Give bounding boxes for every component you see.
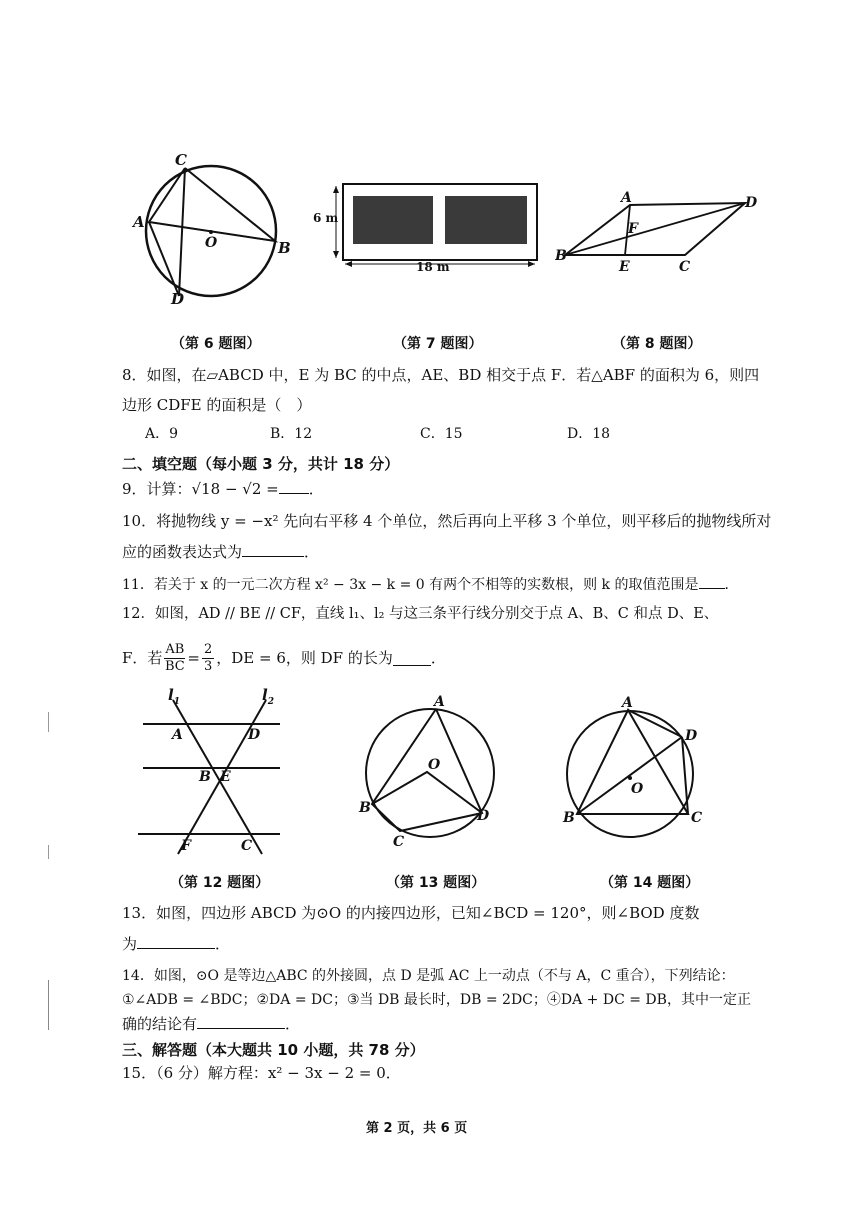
q12-suffix: ，DE = 6，则 DF 的长为 <box>216 649 393 667</box>
q12-eq: = <box>187 649 200 667</box>
fig6-center-dot <box>209 230 213 234</box>
fig14-center-dot <box>628 776 632 780</box>
fig12-label-d: D <box>248 727 261 743</box>
fig12-label-b: B <box>199 769 211 785</box>
fig12-label-l2: $l_2$ <box>262 688 274 707</box>
q12-frac2-num: 2 <box>203 641 213 657</box>
figure-14 <box>560 692 710 852</box>
q8-option-a: A．9 <box>145 426 179 442</box>
fig14-label-o: O <box>631 781 644 797</box>
q12-fraction-2-3 <box>202 642 214 675</box>
fig13-caption: （第 13 题图） <box>386 875 486 891</box>
fig13-label-a: A <box>434 694 445 710</box>
q10-end: ． <box>304 543 320 561</box>
section3-title: 三、解答题（本大题共 10 小题，共 78 分） <box>122 1041 425 1059</box>
fig6-label-a: A <box>133 213 145 231</box>
fig6-label-c: C <box>175 151 187 169</box>
fig8-label-d: D <box>745 195 758 211</box>
fig7-height-label: 6 m <box>313 211 339 225</box>
page-footer: 第 2 页，共 6 页 <box>366 1121 468 1136</box>
fig7-lawn-left <box>353 196 433 244</box>
q12-line2 <box>122 638 446 678</box>
q12-prefix: F．若 <box>122 649 163 667</box>
fig7-width-label: 18 m <box>416 260 450 274</box>
q12-fraction-ab-bc <box>164 642 185 675</box>
section2-title: 二、填空题（每小题 3 分，共计 18 分） <box>122 455 400 473</box>
q10-line1: 10．将抛物线 y = −x² 先向右平移 4 个单位，然后再向上平移 3 个单位，则平移后的抛物线所对 <box>122 512 772 530</box>
q10-prompt: 应的函数表达式为 <box>122 543 243 561</box>
fig6-triangle <box>149 168 275 241</box>
q14-line1: 14．如图，⊙O 是等边△ABC 的外接圆，点 D 是弧 AC 上一动点（不与 A，C 重合），下列结论： <box>122 968 735 984</box>
fig8-caption: （第 8 题图） <box>612 336 702 352</box>
q8-line2: 边形 CDFE 的面积是（ ） <box>122 396 312 414</box>
fig12-label-c: C <box>241 838 253 854</box>
figure-12 <box>135 688 285 856</box>
q11 <box>122 574 739 595</box>
q13-end: ． <box>215 935 231 953</box>
figure-13 <box>355 690 505 852</box>
fig8-label-c: C <box>679 259 691 275</box>
q13-line1: 13．如图，四边形 ABCD 为⊙O 的内接四边形，已知∠BCD = 120°，则∠BOD 度数 <box>122 904 700 922</box>
fig6-label-o: O <box>205 235 218 251</box>
fig8-label-b: B <box>555 248 567 264</box>
fig8-diagonal-bd <box>565 203 745 255</box>
margin-mark <box>48 980 49 1030</box>
q14-line3 <box>122 1014 300 1034</box>
figure-7 <box>313 178 543 278</box>
fig7-lawn-right <box>445 196 527 244</box>
fig13-quadrilateral <box>372 709 482 831</box>
fig14-label-a: A <box>622 695 633 711</box>
q8-line1: 8．如图，在▱ABCD 中，E 为 BC 的中点，AE、BD 相交于点 F．若△ABF 的面积为 6，则四 <box>122 366 760 384</box>
figure-8 <box>555 185 790 275</box>
fig12-label-f: F <box>181 838 191 854</box>
margin-mark <box>48 845 49 859</box>
fig12-label-l1: $l_1$ <box>168 688 180 707</box>
fig12-label-e: E <box>220 769 231 785</box>
fig6-caption: （第 6 题图） <box>171 336 261 352</box>
fig13-label-c: C <box>393 834 405 850</box>
q14-end: ． <box>285 1015 301 1033</box>
margin-mark <box>48 712 49 732</box>
q14-prompt: 确的结论有 <box>122 1015 198 1033</box>
q9 <box>122 479 324 499</box>
fig6-chord-cd <box>179 168 185 296</box>
q10-line2 <box>122 542 319 562</box>
fig6-label-b: B <box>278 239 291 257</box>
q11-end: ． <box>724 577 739 593</box>
q12-frac-num: AB <box>165 641 185 657</box>
q13-prompt: 为 <box>122 935 138 953</box>
fig14-label-b: B <box>563 810 575 826</box>
fig12-caption: （第 12 题图） <box>170 875 270 891</box>
q12-answer-blank <box>393 651 431 666</box>
fig13-label-o: O <box>428 757 441 773</box>
fig12-label-a: A <box>172 727 183 743</box>
q12-line1: 12．如图，AD // BE // CF，直线 l₁、l₂ 与这三条平行线分别交于点 A、B、C 和点 D、E、 <box>122 606 719 622</box>
q14-line2: ①∠ADB = ∠BDC；②DA = DC；③当 DB 最长时，DB = 2DC；④DA + DC = DB，其中一定正 <box>122 992 751 1008</box>
q14-answer-blank <box>197 1014 285 1029</box>
q12-frac-den: BC <box>165 658 185 674</box>
fig14-label-d: D <box>685 728 698 744</box>
q15: 15．（6 分）解方程：x² − 3x − 2 = 0． <box>122 1064 401 1082</box>
figure-6 <box>125 150 300 310</box>
q13-line2 <box>122 934 230 954</box>
fig7-caption: （第 7 题图） <box>393 336 483 352</box>
fig14-label-c: C <box>691 810 703 826</box>
fig8-label-a: A <box>621 190 632 206</box>
q8-option-b: B．12 <box>270 426 313 442</box>
q11-text: 11．若关于 x 的一元二次方程 x² − 3x − k = 0 有两个不相等的实数根，则 k 的取值范围是 <box>122 577 699 593</box>
q12-frac2-den: 3 <box>203 658 213 674</box>
fig13-label-d: D <box>477 808 490 824</box>
q9-end: ． <box>308 480 324 498</box>
fig6-label-d: D <box>171 290 185 308</box>
fig8-label-e: E <box>619 259 630 275</box>
q13-answer-blank <box>137 934 215 949</box>
q9-answer-blank <box>279 479 309 494</box>
fig8-label-f: F <box>628 221 638 237</box>
q9-text: 9．计算：√18 − √2 = <box>122 480 279 498</box>
q8-option-d: D．18 <box>567 426 611 442</box>
fig13-label-b: B <box>359 800 371 816</box>
fig14-caption: （第 14 题图） <box>600 875 700 891</box>
q8-option-c: C．15 <box>420 426 463 442</box>
q10-answer-blank <box>242 542 304 557</box>
q11-answer-blank <box>699 574 725 589</box>
q12-end: ． <box>430 649 446 667</box>
